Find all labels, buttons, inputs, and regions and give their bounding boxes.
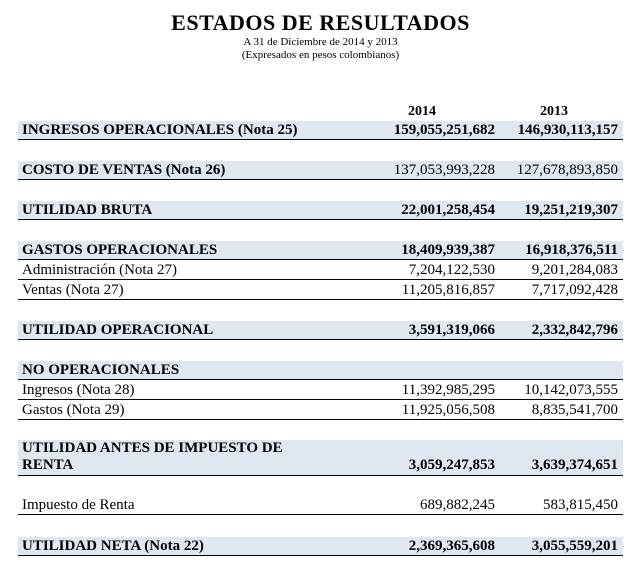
row-label: Administración (Nota 27): [22, 262, 177, 278]
value-2013: 3,055,559,201: [531, 538, 618, 554]
value-2014: 18,409,939,387: [401, 242, 495, 258]
year-header-2013: 2013: [540, 104, 568, 119]
row-label: Ventas (Nota 27): [22, 282, 124, 298]
value-2013: 8,835,541,700: [531, 402, 618, 418]
value-2014: 7,204,122,530: [408, 262, 495, 278]
date-subtitle: A 31 de Diciembre de 2014 y 2013: [243, 36, 398, 48]
value-2013: 583,815,450: [543, 497, 618, 513]
row-gastos: [18, 401, 623, 420]
value-2013: 146,930,113,157: [517, 122, 618, 138]
row-label: Gastos (Nota 29): [22, 402, 125, 418]
value-2014: 689,882,245: [420, 497, 495, 513]
value-2014: 137,053,993,228: [393, 162, 495, 178]
row-administracion: [18, 261, 623, 280]
value-2013: 7,717,092,428: [531, 282, 618, 298]
row-gastos-operacionales: [18, 241, 623, 260]
row-utilidad-antes-de-impuesto: [18, 440, 623, 476]
value-2013: 19,251,219,307: [524, 202, 618, 218]
value-2014: 22,001,258,454: [401, 202, 495, 218]
page-title: ESTADOS DE RESULTADOS: [171, 10, 470, 35]
value-2013: 3,639,374,651: [531, 457, 618, 473]
row-label: INGRESOS OPERACIONALES (Nota 25): [22, 122, 298, 138]
value-2014: 2,369,365,608: [408, 538, 495, 554]
value-2014: 11,925,056,508: [401, 402, 495, 418]
row-label: UTILIDAD BRUTA: [22, 202, 153, 218]
value-2013: 127,678,893,850: [516, 162, 618, 178]
currency-subtitle: (Expresados en pesos colombianos): [241, 49, 400, 61]
year-header-2014: 2014: [408, 104, 436, 119]
row-label: GASTOS OPERACIONALES: [22, 242, 218, 258]
value-2014: 159,055,251,682: [393, 122, 495, 138]
value-2014: 3,591,319,066: [408, 322, 495, 338]
value-2014: 3,059,247,853: [408, 457, 495, 473]
row-label: Ingresos (Nota 28): [22, 382, 135, 398]
value-2014: 11,392,985,295: [401, 382, 495, 398]
row-ingresos-operacionales: [18, 121, 623, 140]
row-costo-de-ventas: [18, 161, 623, 180]
row-label: Impuesto de Renta: [22, 497, 135, 513]
row-no-operacionales: [18, 361, 623, 380]
row-utilidad-neta: [18, 537, 623, 556]
row-label: UTILIDAD NETA (Nota 22): [22, 538, 204, 554]
row-utilidad-bruta: [18, 201, 623, 220]
row-utilidad-operacional: [18, 321, 623, 340]
row-label: UTILIDAD ANTES DE IMPUESTO DE RENTA: [22, 440, 283, 473]
row-ventas: [18, 281, 623, 300]
value-2013: 16,918,376,511: [525, 242, 618, 258]
value-2013: 10,142,073,555: [524, 382, 618, 398]
row-impuesto-de-renta: [18, 496, 623, 515]
row-ingresos: [18, 381, 623, 400]
row-label: NO OPERACIONALES: [22, 362, 180, 378]
value-2013: 9,201,284,083: [531, 262, 618, 278]
row-label: UTILIDAD OPERACIONAL: [22, 322, 214, 338]
value-2014: 11,205,816,857: [401, 282, 495, 298]
row-label: COSTO DE VENTAS (Nota 26): [22, 162, 226, 178]
value-2013: 2,332,842,796: [531, 322, 618, 338]
